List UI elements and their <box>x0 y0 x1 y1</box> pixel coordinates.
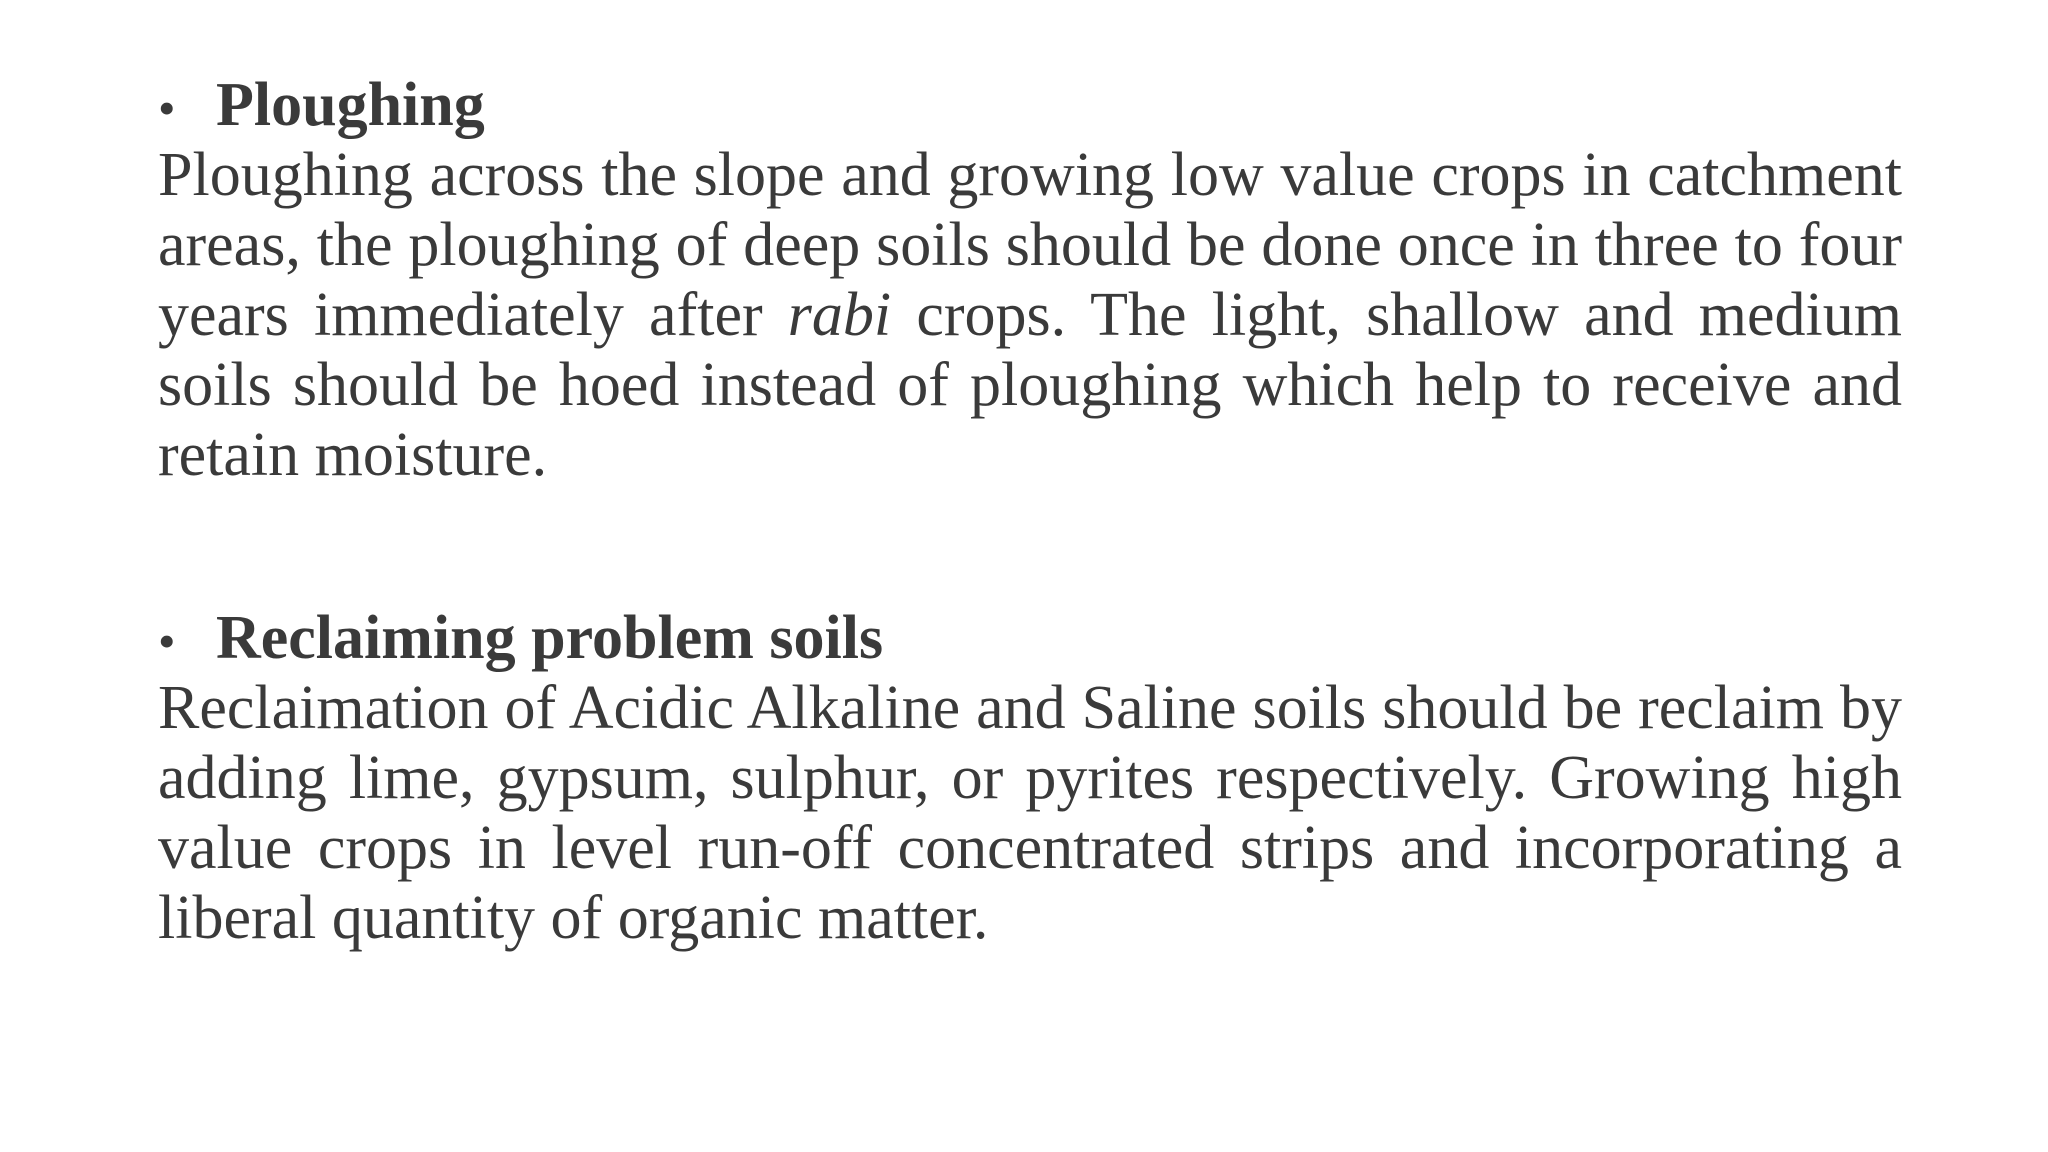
paragraph-ploughing-part-1: Ploughing across the slope and growing low value crops in catchment areas, the ploughing of deep soils should be done once in three to four years immediately after <box>158 141 1902 349</box>
paragraph-ploughing-part-2: crops. The light, shallow and medium soils should be hoed instead of ploughing which help to receive and retain moisture. <box>158 281 1903 489</box>
paragraph-ploughing <box>158 140 1902 490</box>
heading-row-reclaiming <box>158 603 1902 673</box>
bullet-icon: • <box>158 80 176 136</box>
heading-ploughing: Ploughing <box>216 71 485 139</box>
paragraph-ploughing-italic-term: rabi <box>787 281 892 349</box>
section-ploughing <box>158 70 1902 490</box>
heading-reclaiming-problem-soils: Reclaiming problem soils <box>216 604 884 672</box>
bullet-icon: • <box>158 613 176 669</box>
heading-row-ploughing <box>158 70 1902 140</box>
section-reclaiming-problem-soils <box>158 603 1902 953</box>
paragraph-reclaiming: Reclaimation of Acidic Alkaline and Saline soils should be reclaim by adding lime, gypsum, sulphur, or pyrites respectively. Growing high value crops in level run-off concentrated strips and incorporating a liberal quantity of organic matter. <box>158 674 1902 952</box>
